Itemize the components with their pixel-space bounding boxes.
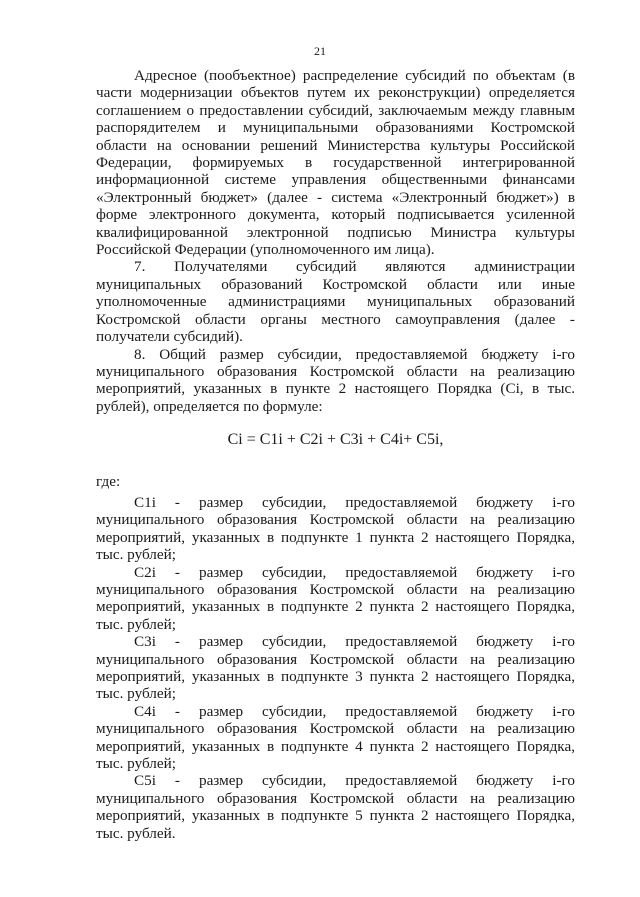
document-body bbox=[96, 67, 575, 842]
where-label: где: bbox=[96, 472, 121, 490]
paragraph-intro: Адресное (пообъектное) распределение субсидий по объектам (в части модернизации объектов путем их реконструкции) определяется соглашением о предоставлении субсидий, заключаемым между главным распорядителем и муниципальными образованиями Костромской области на основании решений Министерства культуры Российской Федерации, формируемых в государственной интегрированной информационной системе управления общественными финансами «Электронный бюджет» (далее - система «Электронный бюджет») в форме электронного документа, который подписывается усиленной квалифицированной электронной подписью Министра культуры Российской Федерации (уполномоченного им лица). bbox=[96, 67, 575, 259]
definition-c5i: C5i - размер субсидии, предоставляемой бюджету i-го муниципального образования Костромской области на реализацию мероприятий, указанных в подпункте 5 пункта 2 настоящего Порядка, тыс. рублей. bbox=[96, 772, 575, 842]
page-number: 21 bbox=[314, 44, 326, 58]
paragraph-item-7: 7. Получателями субсидий являются администрации муниципальных образований Костромской области или иные уполномоченные администрациями муниципальных образований Костромской области органы местного самоуправления (далее - получатели субсидий). bbox=[96, 258, 575, 346]
definition-c4i: C4i - размер субсидии, предоставляемой бюджету i-го муниципального образования Костромской области на реализацию мероприятий, указанных в подпункте 4 пункта 2 настоящего Порядка, тыс. рублей; bbox=[96, 702, 575, 773]
formula: Ci = C1i + C2i + C3i + C4i+ C5i, bbox=[227, 431, 444, 449]
definition-c3i: C3i - размер субсидии, предоставляемой бюджету i-го муниципального образования Костромской области на реализацию мероприятий, указанных в подпункте 3 пункта 2 настоящего Порядка, тыс. рублей; bbox=[96, 633, 575, 703]
paragraph-item-8: 8. Общий размер субсидии, предоставляемой бюджету i-го муниципального образования Костромской области на реализацию мероприятий, указанных в пункте 2 настоящего Порядка (Ci, в тыс. рублей), определяется по формуле: bbox=[96, 345, 575, 415]
definition-c1i: C1i - размер субсидии, предоставляемой бюджету i-го муниципального образования Костромской области на реализацию мероприятий, указанных в подпункте 1 пункта 2 настоящего Порядка, тыс. рублей; bbox=[96, 493, 575, 564]
definition-c2i: C2i - размер субсидии, предоставляемой бюджету i-го муниципального образования Костромской области на реализацию мероприятий, указанных в подпункте 2 пункта 2 настоящего Порядка, тыс. рублей; bbox=[96, 563, 575, 633]
